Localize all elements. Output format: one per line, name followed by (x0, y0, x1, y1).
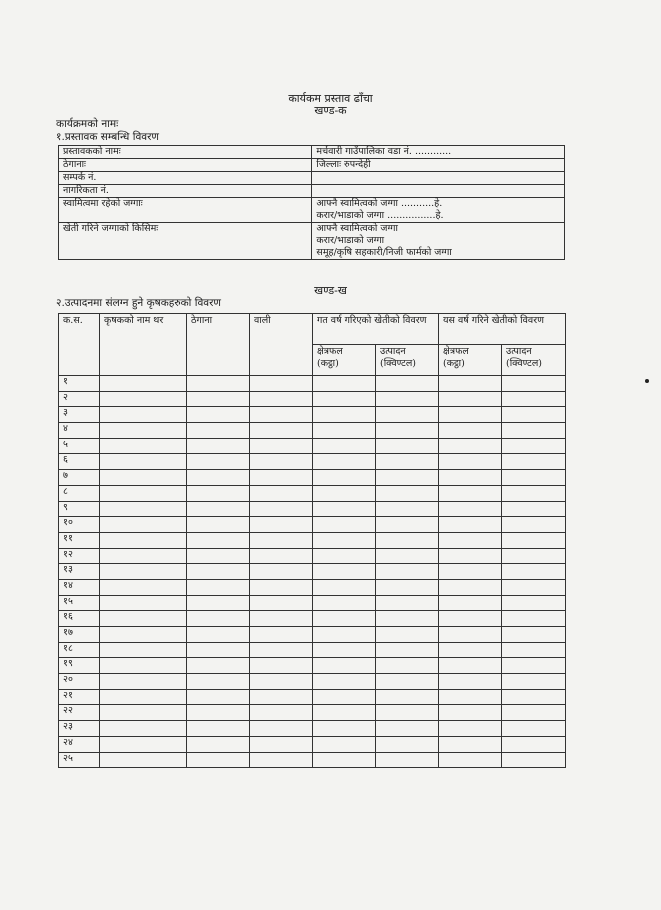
blank-cell (313, 658, 376, 674)
blank-cell (376, 611, 439, 627)
blank-cell (250, 423, 313, 439)
proposer-field-value (312, 198, 565, 223)
blank-cell (187, 532, 250, 548)
blank-cell (100, 501, 187, 517)
blank-cell (502, 564, 566, 580)
farmer-row (59, 501, 566, 517)
blank-cell (439, 689, 502, 705)
proposer-details-table (58, 145, 565, 260)
farmer-row (59, 438, 566, 454)
serial-number: १३ (59, 564, 100, 580)
blank-cell (439, 470, 502, 486)
blank-cell (250, 564, 313, 580)
blank-cell (502, 674, 566, 690)
farmer-row (59, 705, 566, 721)
serial-number: २२ (59, 705, 100, 721)
blank-cell (313, 423, 376, 439)
farmer-row (59, 752, 566, 768)
blank-cell (250, 438, 313, 454)
blank-cell (502, 705, 566, 721)
serial-number: १९ (59, 658, 100, 674)
blank-cell (250, 517, 313, 533)
proposer-row (59, 185, 565, 198)
blank-cell (100, 627, 187, 643)
blank-cell (250, 689, 313, 705)
serial-number: १८ (59, 642, 100, 658)
blank-cell (376, 438, 439, 454)
blank-cell (187, 705, 250, 721)
serial-number: १७ (59, 627, 100, 643)
blank-cell (439, 423, 502, 439)
proposer-row (59, 223, 565, 260)
program-name-label: कार्यक्रमको नामः (56, 118, 119, 130)
farmer-row (59, 564, 566, 580)
blank-cell (187, 736, 250, 752)
proposer-field-label: खेती गरिने जग्गाको किसिमः (59, 223, 312, 260)
value-line: आफ्नै स्वामित्वको जग्गा ...........हे. (316, 198, 443, 209)
blank-cell (187, 752, 250, 768)
proposer-row (59, 159, 565, 172)
blank-cell (187, 454, 250, 470)
blank-cell (250, 501, 313, 517)
form-title: कार्यकम प्रस्ताव ढाँचा (288, 92, 373, 105)
production-unit: (क्विण्टल) (506, 358, 542, 369)
blank-cell (313, 438, 376, 454)
blank-cell (439, 501, 502, 517)
ink-dot (645, 379, 649, 383)
serial-number: ९ (59, 501, 100, 517)
last-year-header: गत वर्ष गरिएको खेतीको विवरण (313, 314, 439, 345)
blank-cell (439, 376, 502, 392)
blank-cell (313, 705, 376, 721)
blank-cell (100, 376, 187, 392)
value-line (316, 185, 560, 197)
farmer-row (59, 721, 566, 737)
blank-cell (313, 627, 376, 643)
proposer-field-label: सम्पर्क नं. (59, 172, 312, 185)
farmer-row (59, 548, 566, 564)
blank-cell (502, 423, 566, 439)
farmer-row (59, 736, 566, 752)
blank-cell (187, 564, 250, 580)
blank-cell (439, 438, 502, 454)
blank-cell (376, 407, 439, 423)
blank-cell (502, 579, 566, 595)
blank-cell (313, 532, 376, 548)
blank-cell (313, 407, 376, 423)
farmer-row (59, 391, 566, 407)
this-year-production-header (502, 345, 566, 376)
blank-cell (313, 391, 376, 407)
blank-cell (100, 532, 187, 548)
value-line: आफ्नै स्वामित्वको जग्गा (316, 223, 398, 234)
blank-cell (439, 391, 502, 407)
blank-cell (100, 658, 187, 674)
blank-cell (376, 391, 439, 407)
blank-cell (313, 517, 376, 533)
blank-cell (502, 470, 566, 486)
serial-number: १५ (59, 595, 100, 611)
blank-cell (187, 517, 250, 533)
farmer-row (59, 658, 566, 674)
blank-cell (313, 564, 376, 580)
blank-cell (502, 752, 566, 768)
blank-cell (313, 548, 376, 564)
blank-cell (313, 689, 376, 705)
proposer-row (59, 172, 565, 185)
serial-number: ८ (59, 485, 100, 501)
value-line: करार/भाडाको जग्गा (316, 235, 385, 246)
blank-cell (313, 595, 376, 611)
blank-cell (376, 736, 439, 752)
blank-cell (502, 736, 566, 752)
blank-cell (439, 485, 502, 501)
blank-cell (439, 736, 502, 752)
value-line: जिल्लाः रुपन्देही (316, 159, 371, 170)
blank-cell (100, 517, 187, 533)
blank-cell (502, 642, 566, 658)
blank-cell (100, 564, 187, 580)
name-header: कृषकको नाम थर (100, 314, 187, 376)
blank-cell (100, 595, 187, 611)
blank-cell (100, 674, 187, 690)
farmer-row (59, 532, 566, 548)
blank-cell (376, 485, 439, 501)
blank-cell (376, 642, 439, 658)
serial-number: १४ (59, 579, 100, 595)
blank-cell (313, 674, 376, 690)
blank-cell (100, 423, 187, 439)
production-unit: (क्विण्टल) (380, 358, 416, 369)
blank-cell (187, 376, 250, 392)
blank-cell (100, 736, 187, 752)
area-unit: (कट्ठा) (317, 358, 339, 369)
farmer-row (59, 627, 566, 643)
blank-cell (250, 736, 313, 752)
blank-cell (313, 611, 376, 627)
blank-cell (502, 438, 566, 454)
farmer-row (59, 611, 566, 627)
serial-number: २५ (59, 752, 100, 768)
section-b-heading: खण्ड-ख (314, 284, 347, 297)
blank-cell (376, 658, 439, 674)
blank-cell (376, 548, 439, 564)
part2-heading: २.उत्पादनमा संलग्न हुने कृषकहरुको विवरण (56, 297, 222, 309)
serial-number: ६ (59, 454, 100, 470)
blank-cell (187, 627, 250, 643)
blank-cell (100, 438, 187, 454)
blank-cell (187, 485, 250, 501)
blank-cell (250, 579, 313, 595)
farmer-row (59, 674, 566, 690)
farmer-row (59, 595, 566, 611)
blank-cell (376, 501, 439, 517)
blank-cell (439, 454, 502, 470)
farmer-details-table (58, 313, 566, 768)
serial-number: २३ (59, 721, 100, 737)
blank-cell (187, 501, 250, 517)
serial-number: २१ (59, 689, 100, 705)
last-year-area-header (313, 345, 376, 376)
blank-cell (502, 532, 566, 548)
this-year-header: यस वर्ष गरिने खेतीको विवरण (439, 314, 566, 345)
blank-cell (376, 579, 439, 595)
address-header: ठेगाना (187, 314, 250, 376)
proposer-field-label: नागरिकता नं. (59, 185, 312, 198)
area-unit: (कट्ठा) (443, 358, 465, 369)
blank-cell (439, 721, 502, 737)
blank-cell (376, 376, 439, 392)
blank-cell (187, 407, 250, 423)
blank-cell (100, 454, 187, 470)
blank-cell (439, 595, 502, 611)
blank-cell (250, 532, 313, 548)
blank-cell (439, 517, 502, 533)
blank-cell (502, 376, 566, 392)
blank-cell (250, 595, 313, 611)
farmer-row (59, 689, 566, 705)
blank-cell (502, 658, 566, 674)
blank-cell (100, 721, 187, 737)
farmer-row (59, 423, 566, 439)
blank-cell (187, 438, 250, 454)
blank-cell (376, 517, 439, 533)
blank-cell (100, 579, 187, 595)
blank-cell (439, 579, 502, 595)
serial-number: १० (59, 517, 100, 533)
blank-cell (439, 611, 502, 627)
blank-cell (313, 376, 376, 392)
blank-cell (100, 470, 187, 486)
blank-cell (313, 485, 376, 501)
section-a-heading: खण्ड-क (314, 104, 347, 117)
blank-cell (187, 470, 250, 486)
blank-cell (439, 407, 502, 423)
blank-cell (250, 454, 313, 470)
blank-cell (187, 611, 250, 627)
blank-cell (250, 376, 313, 392)
area-label: क्षेत्रफल (317, 346, 343, 357)
serial-number: १६ (59, 611, 100, 627)
blank-cell (439, 642, 502, 658)
blank-cell (250, 705, 313, 721)
proposer-field-label: स्वामित्वमा रहेको जग्गाः (59, 198, 312, 223)
blank-cell (100, 407, 187, 423)
farmer-row (59, 454, 566, 470)
blank-cell (313, 470, 376, 486)
blank-cell (376, 674, 439, 690)
blank-cell (439, 674, 502, 690)
blank-cell (439, 752, 502, 768)
serial-number: ५ (59, 438, 100, 454)
sn-header: क.स. (59, 314, 100, 376)
serial-number: ७ (59, 470, 100, 486)
production-label: उत्पादन (380, 346, 406, 357)
blank-cell (502, 721, 566, 737)
blank-cell (187, 721, 250, 737)
blank-cell (502, 485, 566, 501)
blank-cell (187, 689, 250, 705)
blank-cell (250, 391, 313, 407)
blank-cell (439, 548, 502, 564)
blank-cell (100, 705, 187, 721)
blank-cell (313, 752, 376, 768)
blank-cell (250, 658, 313, 674)
farmer-row (59, 407, 566, 423)
serial-number: ४ (59, 423, 100, 439)
this-year-area-header (439, 345, 502, 376)
blank-cell (376, 721, 439, 737)
blank-cell (100, 548, 187, 564)
serial-number: १२ (59, 548, 100, 564)
blank-cell (439, 564, 502, 580)
blank-cell (313, 454, 376, 470)
blank-cell (502, 689, 566, 705)
blank-cell (250, 674, 313, 690)
blank-cell (100, 391, 187, 407)
blank-cell (313, 642, 376, 658)
blank-cell (376, 689, 439, 705)
blank-cell (250, 470, 313, 486)
blank-cell (376, 627, 439, 643)
production-label: उत्पादन (506, 346, 532, 357)
blank-cell (250, 485, 313, 501)
proposer-field-label: प्रस्तावकको नामः (59, 146, 312, 159)
blank-cell (187, 548, 250, 564)
farmer-row (59, 470, 566, 486)
blank-cell (250, 407, 313, 423)
part1-heading: १.प्रस्तावक सम्बन्धि विवरण (56, 131, 160, 143)
serial-number: १ (59, 376, 100, 392)
farmer-row (59, 642, 566, 658)
serial-number: २० (59, 674, 100, 690)
blank-cell (100, 611, 187, 627)
serial-number: २४ (59, 736, 100, 752)
blank-cell (376, 470, 439, 486)
proposer-field-value (312, 185, 565, 198)
blank-cell (439, 532, 502, 548)
serial-number: २ (59, 391, 100, 407)
farmer-row (59, 485, 566, 501)
blank-cell (187, 579, 250, 595)
blank-cell (250, 721, 313, 737)
blank-cell (100, 485, 187, 501)
proposer-row (59, 146, 565, 159)
serial-number: ३ (59, 407, 100, 423)
blank-cell (376, 595, 439, 611)
blank-cell (187, 658, 250, 674)
proposer-field-label: ठेगानाः (59, 159, 312, 172)
blank-cell (313, 579, 376, 595)
blank-cell (376, 752, 439, 768)
value-line: करार/भाडाको जग्गा ................हे. (316, 210, 444, 221)
blank-cell (502, 391, 566, 407)
blank-cell (376, 532, 439, 548)
proposer-field-value (312, 172, 565, 185)
blank-cell (376, 705, 439, 721)
blank-cell (100, 752, 187, 768)
blank-cell (250, 642, 313, 658)
farmer-row (59, 376, 566, 392)
blank-cell (187, 391, 250, 407)
blank-cell (187, 423, 250, 439)
blank-cell (187, 674, 250, 690)
blank-cell (313, 736, 376, 752)
blank-cell (313, 721, 376, 737)
value-line: मर्चवारी गाउँपालिका वडा नं. ............ (316, 146, 452, 157)
blank-cell (502, 407, 566, 423)
area-label: क्षेत्रफल (443, 346, 469, 357)
blank-cell (313, 501, 376, 517)
blank-cell (502, 501, 566, 517)
serial-number: ११ (59, 532, 100, 548)
blank-cell (502, 611, 566, 627)
blank-cell (250, 752, 313, 768)
blank-cell (100, 642, 187, 658)
blank-cell (376, 423, 439, 439)
blank-cell (502, 517, 566, 533)
blank-cell (502, 627, 566, 643)
proposer-field-value (312, 159, 565, 172)
blank-cell (187, 595, 250, 611)
blank-cell (250, 627, 313, 643)
blank-cell (502, 548, 566, 564)
crop-header: वाली (250, 314, 313, 376)
proposer-field-value (312, 146, 565, 159)
farmer-row (59, 517, 566, 533)
proposer-field-value (312, 223, 565, 260)
blank-cell (250, 611, 313, 627)
blank-cell (376, 564, 439, 580)
blank-cell (376, 454, 439, 470)
blank-cell (439, 705, 502, 721)
value-line: समूह/कृषि सहकारी/निजी फार्मको जग्गा (316, 247, 452, 258)
proposer-row (59, 198, 565, 223)
blank-cell (439, 658, 502, 674)
blank-cell (439, 627, 502, 643)
blank-cell (502, 454, 566, 470)
value-line (316, 172, 560, 184)
blank-cell (250, 548, 313, 564)
last-year-production-header (376, 345, 439, 376)
blank-cell (502, 595, 566, 611)
blank-cell (100, 689, 187, 705)
blank-cell (187, 642, 250, 658)
farmer-row (59, 579, 566, 595)
